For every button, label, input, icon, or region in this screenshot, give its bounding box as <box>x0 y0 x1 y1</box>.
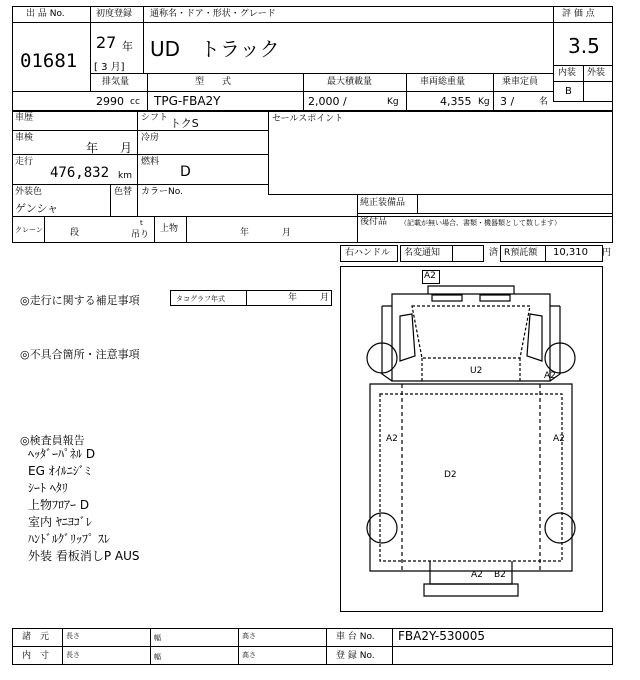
color-no-label: カラーNo. <box>141 187 183 197</box>
recycle-label: R預託額 <box>504 248 538 258</box>
report-line: EG ｵｲﾙﾆｼﾞﾐ <box>28 464 91 478</box>
ac-label: 冷房 <box>141 133 160 143</box>
recycle-mark: 済 <box>489 248 499 258</box>
dims-width-label: 幅 <box>154 653 161 661</box>
color-change-label: 色替 <box>114 187 133 197</box>
driving-notes-title: ◎走行に関する補足事項 <box>20 294 140 307</box>
chassis-value: FBA2Y-530005 <box>398 629 486 643</box>
inspection-month-unit: 月 <box>120 141 133 155</box>
mark-right-side: A2 <box>553 434 565 444</box>
displacement-unit: cc <box>130 97 140 107</box>
tachograph-label: タコグラフ年式 <box>176 295 225 303</box>
mileage-value: 476,832 <box>50 165 110 181</box>
history-label: 車歴 <box>15 113 34 123</box>
inspection-label: 車検 <box>15 133 34 143</box>
tacho-year-unit: 年 <box>288 293 298 303</box>
footer-dims-label: 内 寸 <box>22 651 50 661</box>
rear-right-wheel-icon <box>545 513 575 543</box>
vehicle-name: UD トラック <box>150 37 280 61</box>
gross-weight-value: 4,355 <box>440 95 472 108</box>
sales-point-label: セールスポイント <box>272 114 344 124</box>
name-change-label: 名変通知 <box>404 248 441 258</box>
model-code-label: 型 式 <box>195 77 232 87</box>
name-change-field <box>452 245 484 262</box>
recycle-unit: 円 <box>602 248 612 258</box>
mark-rear-1: A2 <box>471 570 483 580</box>
gross-weight-label: 車両総重量 <box>420 77 466 87</box>
tacho-month-unit: 月 <box>320 293 330 303</box>
report-line: ｼｰﾄ ﾍﾀﾘ <box>28 481 68 495</box>
rear-left-wheel-icon <box>367 513 397 543</box>
max-load-unit: Kg <box>387 97 399 107</box>
upper-label: 上物 <box>160 224 179 234</box>
footer-spec-label: 諸 元 <box>22 632 50 642</box>
first-reg-year-unit: 年 <box>122 40 133 53</box>
lot-no-label: 出 品 No. <box>26 9 65 19</box>
report-line: 室内 ﾔﾆﾖｺﾞﾚ <box>28 515 92 529</box>
mark-cab: U2 <box>470 366 483 376</box>
score-label: 評 価 点 <box>562 9 595 19</box>
spec-length-label: 長さ <box>66 632 80 640</box>
capacity-unit: 名 <box>539 97 549 107</box>
report-line: 上物ﾌﾛｱｰ D <box>28 498 90 512</box>
exterior-label: 外装 <box>587 68 606 78</box>
spec-height-label: 高さ <box>242 632 256 640</box>
fuel-value: D <box>180 164 191 180</box>
spec-width-label: 幅 <box>154 634 161 642</box>
first-reg-label: 初度登録 <box>96 9 133 19</box>
inspector-report <box>28 446 328 565</box>
interior-grade: B <box>565 86 572 97</box>
shift-label: シフト <box>141 113 169 123</box>
defect-notes-title: ◎不具合箇所・注意事項 <box>20 348 140 361</box>
max-load-label: 最大積載量 <box>327 77 373 87</box>
max-load-value: 2,000 / <box>308 95 347 108</box>
first-reg-month: [ 3 月] <box>94 62 125 73</box>
mileage-label: 走行 <box>15 157 34 167</box>
crane-label: クレーン <box>15 226 43 234</box>
fuel-label: 燃料 <box>141 157 160 167</box>
aftermarket-label: 後付品 <box>360 217 388 227</box>
lot-no: 01681 <box>20 50 78 72</box>
capacity-label: 乗車定員 <box>502 77 539 87</box>
chassis-label: 車 台 No. <box>336 632 375 642</box>
inspector-report-title: ◎検査員報告 <box>20 434 85 447</box>
shift-value: トクS <box>170 117 199 130</box>
displacement-value: 2990 <box>96 95 124 108</box>
inspection-year-unit: 年 <box>86 141 99 155</box>
registration-label: 登 録 No. <box>336 651 375 661</box>
steering-value: 右ハンドル <box>345 248 391 258</box>
model-code-value: TPG-FBA2Y <box>154 94 221 108</box>
upper-month-unit: 月 <box>282 228 292 238</box>
crane-stage-unit: 段 <box>70 228 80 238</box>
upper-year-unit: 年 <box>240 228 250 238</box>
displacement-label: 排気量 <box>102 77 130 87</box>
dims-height-label: 高さ <box>242 651 256 659</box>
report-line: ﾍｯﾀﾞｰﾊﾟﾈﾙ D <box>28 447 96 461</box>
first-reg-year: 27 <box>96 33 117 52</box>
mark-front-right: A2 <box>544 371 556 381</box>
interior-label: 内装 <box>558 68 577 78</box>
mark-rear-2: B2 <box>494 570 506 580</box>
mark-cargo: D2 <box>444 470 457 480</box>
capacity-value: 3 / <box>500 95 515 108</box>
report-line: 外装 看板消しP AUS <box>28 549 140 563</box>
mileage-unit: km <box>118 171 132 181</box>
report-line: ﾊﾝﾄﾞﾙｸﾞﾘｯﾌﾟ ｽﾚ <box>28 532 110 546</box>
crane-hang-label: 吊り <box>131 230 150 240</box>
mark-left-side: A2 <box>386 434 398 444</box>
crane-ton-unit: t <box>140 219 143 227</box>
color-value: ゲンシャ <box>15 202 59 215</box>
genuine-equipment-label: 純正装備品 <box>360 198 406 208</box>
gross-weight-unit: Kg <box>478 97 490 107</box>
dims-length-label: 長さ <box>66 651 80 659</box>
cargo-body <box>370 384 572 571</box>
score-value: 3.5 <box>568 34 600 58</box>
recycle-value: 10,310 <box>553 247 588 258</box>
top-marker: A2 <box>424 271 436 281</box>
model-desc-label: 通称名・ドア・形状・グレード <box>150 9 276 19</box>
aftermarket-note: （記載が無い場合、書類・機器類として数します） <box>400 219 561 227</box>
color-label: 外装色 <box>15 187 43 197</box>
